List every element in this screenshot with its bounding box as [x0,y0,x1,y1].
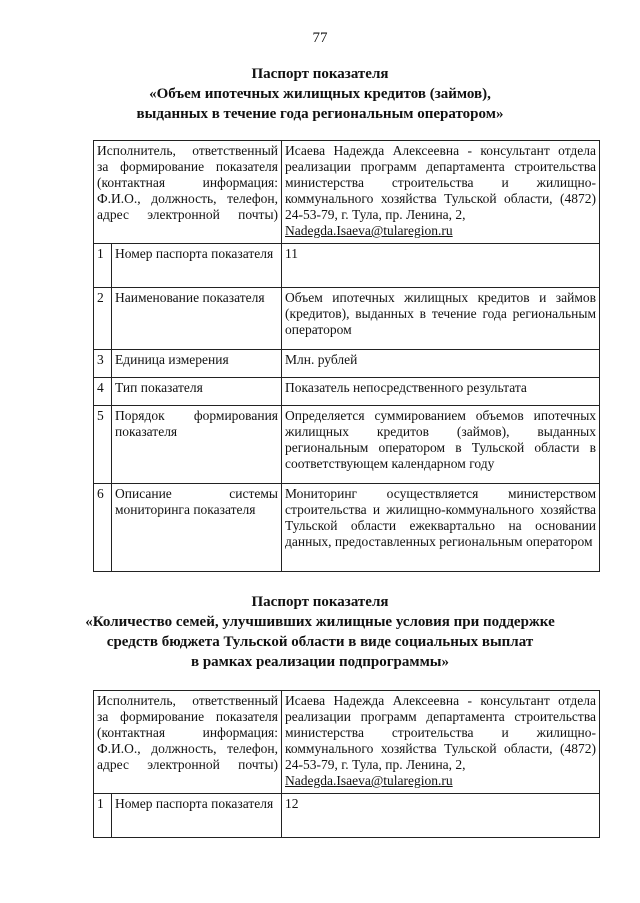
executor-contact: Исаева Надежда Алексеевна - консультант отдела реализации программ департамента строительства министерства строительства и жилищно-коммунального хозяйства Тульской области, (4872) 24-53-79, г. Тула, пр. Ленина, 2, [285,143,597,222]
row-number: 3 [94,350,112,378]
executor-label: Исполнитель, ответственный за формирование показателя (контактная информация: Ф.И.О., должность, телефон, адрес электронной почты) [94,141,282,244]
passport2-title [0,592,640,672]
passport2-table [93,690,600,838]
row-label: Единица измерения [112,350,282,378]
row-value: Млн. рублей [282,350,600,378]
row-value: Объем ипотечных жилищных кредитов и займов (кредитов), выданных в течение года региональным оператором [282,288,600,350]
passport1-title-line: выданных в течение года региональным оператором» [136,106,504,122]
passport2-title-line: средств бюджета Тульской области в виде социальных выплат [106,634,534,650]
executor-value [282,141,600,244]
row-value: Определяется суммированием объемов ипотечных жилищных кредитов (займов), выданных региональным оператором в Тульской области в соответствующем календарном году [282,406,600,484]
table-row [94,794,600,838]
row-number: 2 [94,288,112,350]
passport1-title-line: «Объем ипотечных жилищных кредитов (займов), [149,86,491,102]
passport2-title-line: в рамках реализации подпрограммы» [190,654,450,670]
passport1-title [0,64,640,124]
table-row [94,406,600,484]
row-value: 12 [282,794,600,838]
table-row [94,288,600,350]
executor-value [282,691,600,794]
executor-row [94,141,600,244]
row-value: Мониторинг осуществляется министерством строительства и жилищно-коммунального хозяйства Тульской области ежеквартально на основании данных, предоставленных региональным оператором [282,484,600,572]
row-label: Описание системы мониторинга показателя [112,484,282,572]
row-value: 11 [282,244,600,288]
executor-contact: Исаева Надежда Алексеевна - консультант отдела реализации программ департамента строительства министерства строительства и жилищно-коммунального хозяйства Тульской области, (4872) 24-53-79, г. Тула, пр. Ленина, 2, [285,693,597,772]
page-number: 77 [312,30,328,46]
table-row [94,350,600,378]
row-value: Показатель непосредственного результата [282,378,600,406]
passport1-title-line: Паспорт показателя [251,66,389,82]
row-number: 5 [94,406,112,484]
row-number: 6 [94,484,112,572]
row-number: 4 [94,378,112,406]
row-label: Наименование показателя [112,288,282,350]
table-row [94,484,600,572]
row-label: Порядок формирования показателя [112,406,282,484]
row-number: 1 [94,794,112,838]
table-row [94,244,600,288]
row-label: Тип показателя [112,378,282,406]
passport2-title-line: «Количество семей, улучшивших жилищные условия при поддержке [85,614,555,630]
row-label: Номер паспорта показателя [112,794,282,838]
row-label: Номер паспорта показателя [112,244,282,288]
passport2-title-line: Паспорт показателя [251,594,389,610]
table-row [94,378,600,406]
executor-email-link[interactable]: Nadegda.Isaeva@tularegion.ru [285,773,453,788]
passport1-table [93,140,600,572]
executor-label: Исполнитель, ответственный за формирование показателя (контактная информация: Ф.И.О., должность, телефон, адрес электронной почты) [94,691,282,794]
row-number: 1 [94,244,112,288]
executor-email-link[interactable]: Nadegda.Isaeva@tularegion.ru [285,223,453,238]
executor-row [94,691,600,794]
